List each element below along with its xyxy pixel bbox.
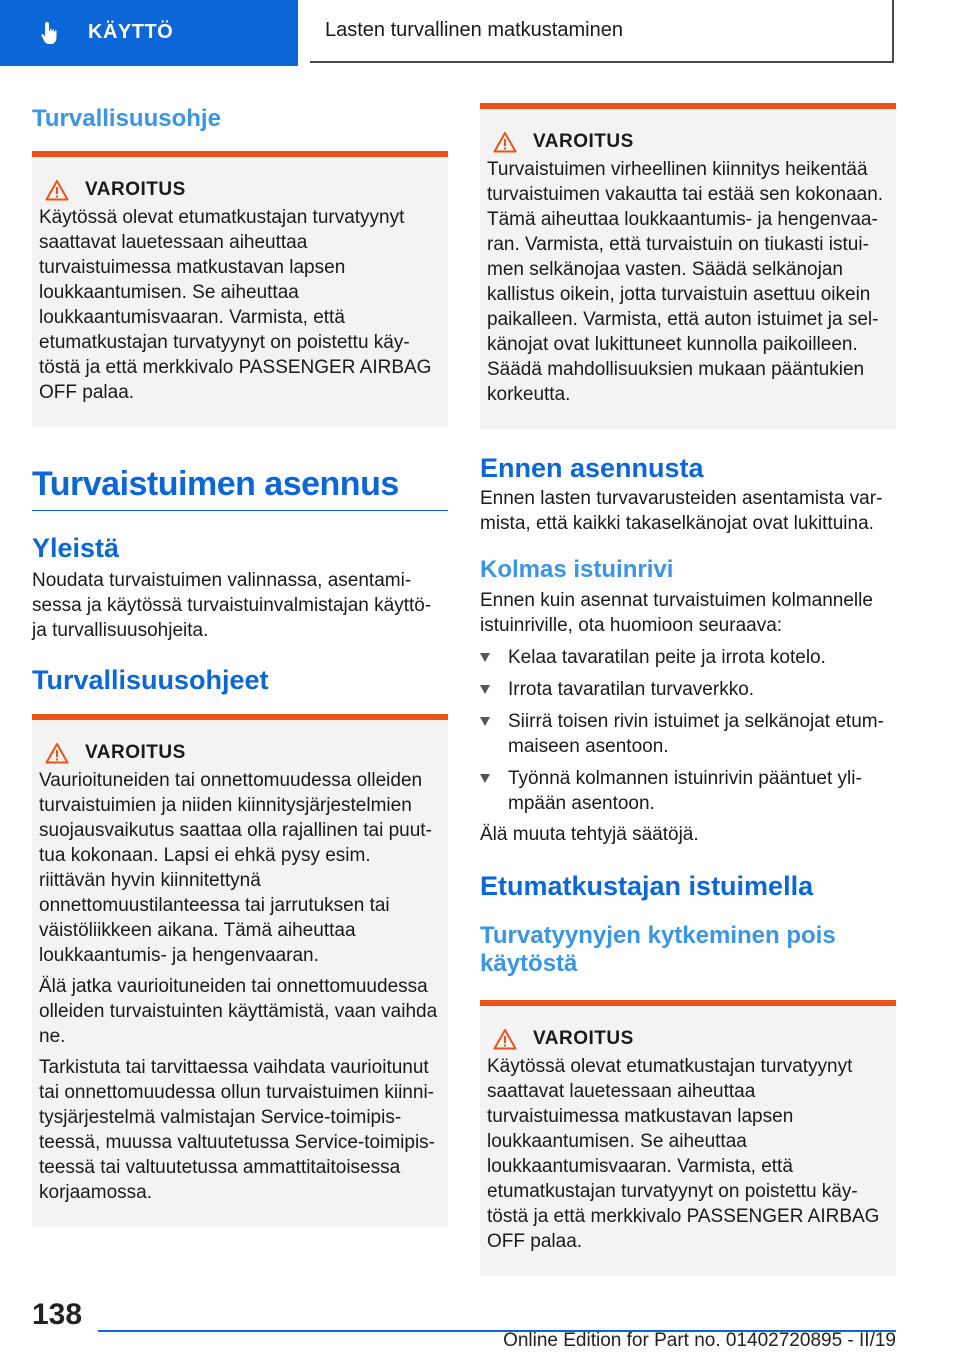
warning-box-airbag xyxy=(480,1000,896,1276)
warning-triangle-icon xyxy=(45,742,69,764)
warning-label: VAROITUS xyxy=(85,179,186,200)
warning-text: Turvaistuimen virheellinen kiinnitys heikentää turvaistuimen vakautta tai estää sen kokonaan. Tämä aiheuttaa loukkaantumis- ja hengenvaaran. Varmista, että turvaistuin on tiukasti istuimen selkänojaa vasten. Säädä selkänojan kallistus oikein, jotta turvaistuin asettuu oikein paikalleen. Varmista, että auton istuimet ja selkänojat ovat lukittuneet kunnolla paikoilleen. Säädä mahdollisuuksien mukaan pääntukien korkeutta. xyxy=(487,159,884,405)
warning-label: VAROITUS xyxy=(85,742,186,763)
warning-text: Vaurioituneiden tai onnettomuudessa olleiden turvaistuimien ja niiden kiinnitysjärjestelmien suojausvaikutus saattaa olla rajallinen tai puuttua kokonaan. Lapsi ei ehkä pysy esim. riittävän hyvin kiinnitettynä onnettomuustilanteessa tai jarrutuksen tai väistöliikkeen aikana. Tämä aiheuttaa loukkaantumis- ja hengenvaaran. xyxy=(39,770,432,966)
warning-box-fastening xyxy=(480,103,896,429)
heading-safety-instructions: Turvallisuusohjeet xyxy=(32,665,269,695)
heading-safety-note: Turvallisuusohje xyxy=(32,105,221,132)
chapter-title: Lasten turvallinen matkustaminen xyxy=(325,19,623,41)
warning-triangle-icon xyxy=(493,1028,517,1050)
warning-triangle-icon xyxy=(45,179,69,201)
list-item: Kelaa tavaratilan peite ja irrota kotelo. xyxy=(480,645,896,670)
heading-third-row: Kolmas istuinrivi xyxy=(480,556,674,583)
list-item: Työnnä kolmannen istuinrivin pääntuet ylimpään asentoon. xyxy=(480,766,896,816)
bullet-triangle-icon xyxy=(480,645,508,670)
warning-label: VAROITUS xyxy=(533,1028,634,1049)
right-column xyxy=(480,95,896,1276)
list-item: Siirrä toisen rivin istuimet ja selkänojat etummaiseen asentoon. xyxy=(480,709,896,759)
heading-airbag-deactivation: Turvatyynyjen kytkeminen pois käytöstä xyxy=(480,922,836,977)
warning-text: Käytössä olevat etumatkustajan turvatyynyt saattavat lauetessaan aiheuttaa turvaistuimessa matkustavan lapsen loukkaantumisen. Se aiheuttaa loukkaantumisvaaran. Varmista, että etumatkustajan turvatyynyt on poistettu käytöstä ja että merkkivalo PASSENGER AIRBAG OFF palaa. xyxy=(487,1056,880,1252)
third-row-intro: Ennen kuin asennat turvaistuimen kolmannelle istuinriville, ota huomioon seuraava: xyxy=(480,590,873,636)
heading-seat-installation: Turvaistuimen asennus xyxy=(32,465,399,503)
before-install-text: Ennen lasten turvavarusteiden asentamista varmista, että kaikki takaselkänojat ovat lukittuina. xyxy=(480,488,883,534)
warning-label: VAROITUS xyxy=(533,131,634,152)
warning-box-damaged-seat xyxy=(32,714,448,1227)
header-underline xyxy=(0,64,298,66)
heading-rule xyxy=(32,510,448,511)
page-number: 138 xyxy=(32,1298,83,1331)
bullet-triangle-icon xyxy=(480,677,508,702)
edition-note: Online Edition for Part no. 01402720895 - II/19 xyxy=(503,1330,896,1351)
chapter-header xyxy=(310,0,894,63)
section-tab[interactable] xyxy=(0,0,298,65)
list-item: Irrota tavaratilan turvaverkko. xyxy=(480,677,896,702)
section-label: KÄYTTÖ xyxy=(88,21,174,43)
heading-before-install: Ennen asennusta xyxy=(480,453,704,483)
warning-text: Käytössä olevat etumatkustajan turvatyynyt saattavat lauetessaan aiheuttaa turvaistuimessa matkustavan lapsen loukkaantumisen. Se aiheuttaa loukkaantumisvaaran. Varmista, että etumatkustajan turvatyynyt on poistettu käytöstä ja että merkkivalo PASSENGER AIRBAG OFF palaa. xyxy=(39,207,432,403)
warning-box-airbag xyxy=(32,151,448,427)
bullet-triangle-icon xyxy=(480,766,508,816)
warning-triangle-icon xyxy=(493,131,517,153)
third-row-steps xyxy=(480,645,896,816)
left-column xyxy=(32,95,448,1227)
warning-text: Älä jatka vaurioituneiden tai onnettomuudessa olleiden turvaistuinten käyttämistä, vaan vaihda ne. xyxy=(39,976,438,1047)
heading-front-seat: Etumatkustajan istuimella xyxy=(480,871,814,901)
heading-general: Yleistä xyxy=(32,533,120,563)
warning-text: Tarkistuta tai tarvittaessa vaihdata vaurioitunut tai onnettomuudessa ollun turvaistuimen kiinnitysjärjestelmä valmistajan Service-toimipisteessä, muussa valtuutetussa Service-toimipisteessä tai valtuutetussa ammattitaitoisessa korjaamossa. xyxy=(39,1057,435,1203)
bullet-triangle-icon xyxy=(480,709,508,759)
third-row-note: Älä muuta tehtyjä säätöjä. xyxy=(480,824,699,845)
general-text: Noudata turvaistuimen valinnassa, asentamisessa ja käytössä turvaistuinvalmistajan käyttö- ja turvallisuusohjeita. xyxy=(32,570,432,641)
hand-pointer-icon xyxy=(38,20,64,46)
